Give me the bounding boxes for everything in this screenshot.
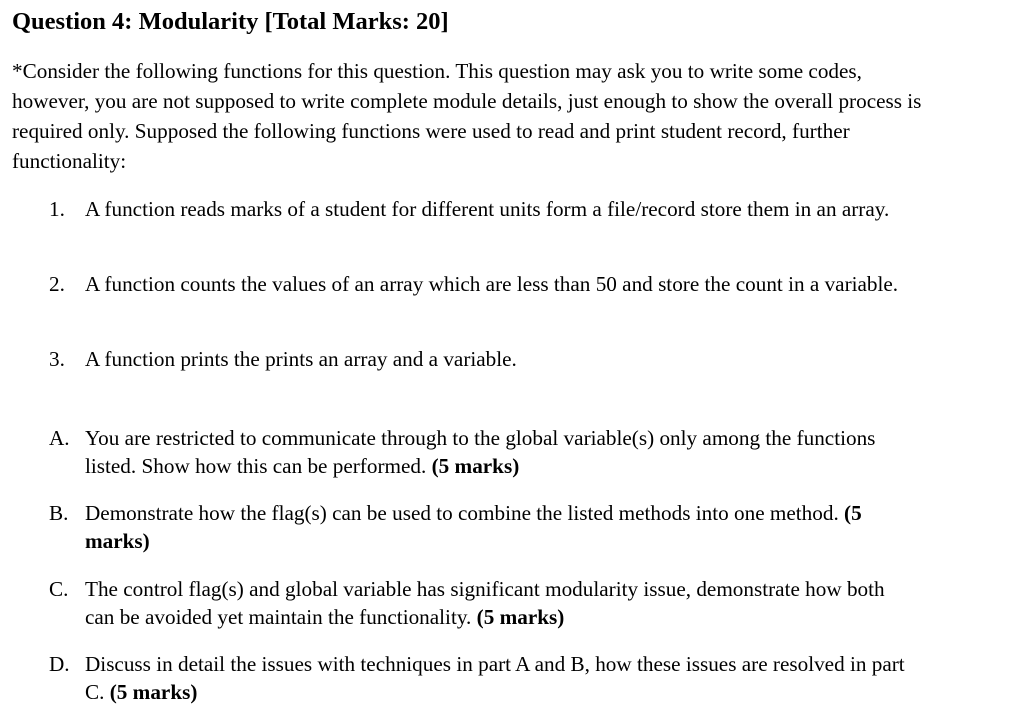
part-letter: B. [49,501,69,525]
part-letter: D. [49,652,70,676]
part-question: You are restricted to communicate through to the global variable(s) only among the functions listed. Show how this can be performed. [85,426,876,478]
part-text [85,651,919,706]
part-marks: (5 marks) [476,604,565,629]
part-text [85,425,919,480]
function-item [49,271,919,299]
function-description: A function prints the prints an array and a variable. [85,347,517,371]
question-part [49,425,919,480]
function-item [49,346,919,374]
part-text [85,500,919,555]
part-text [85,576,919,631]
function-description: A function reads marks of a student for different units form a file/record store them in an array. [85,197,890,221]
part-marks: (5 marks) [109,679,198,704]
question-part [49,500,919,555]
list-number: 3. [49,347,65,371]
part-marks: (5 marks) [85,501,862,553]
question-part [49,576,919,631]
part-marks: (5 marks) [431,453,520,478]
part-letter: C. [49,577,69,601]
question-title: Question 4: Modularity [Total Marks: 20] [12,8,449,35]
list-number: 1. [49,197,65,221]
question-part [49,651,919,706]
list-number: 2. [49,272,65,296]
part-question: The control flag(s) and global variable has significant modularity issue, demonstrate how both can be avoided yet maintain the functionality. [85,577,885,629]
function-description: A function counts the values of an array which are less than 50 and store the count in a variable. [85,272,899,296]
part-question: Discuss in detail the issues with techniques in part A and B, how these issues are resolved in part C. [85,652,905,704]
part-letter: A. [49,426,70,450]
function-item [49,196,919,224]
part-question: Demonstrate how the flag(s) can be used to combine the listed methods into one method. [85,501,839,525]
question-intro: *Consider the following functions for this question. This question may ask you to write some codes, however, you are not supposed to write complete module details, just enough to show the overall process is required only. Supposed the following functions were used to read and print student record, further functionality: [12,59,922,173]
